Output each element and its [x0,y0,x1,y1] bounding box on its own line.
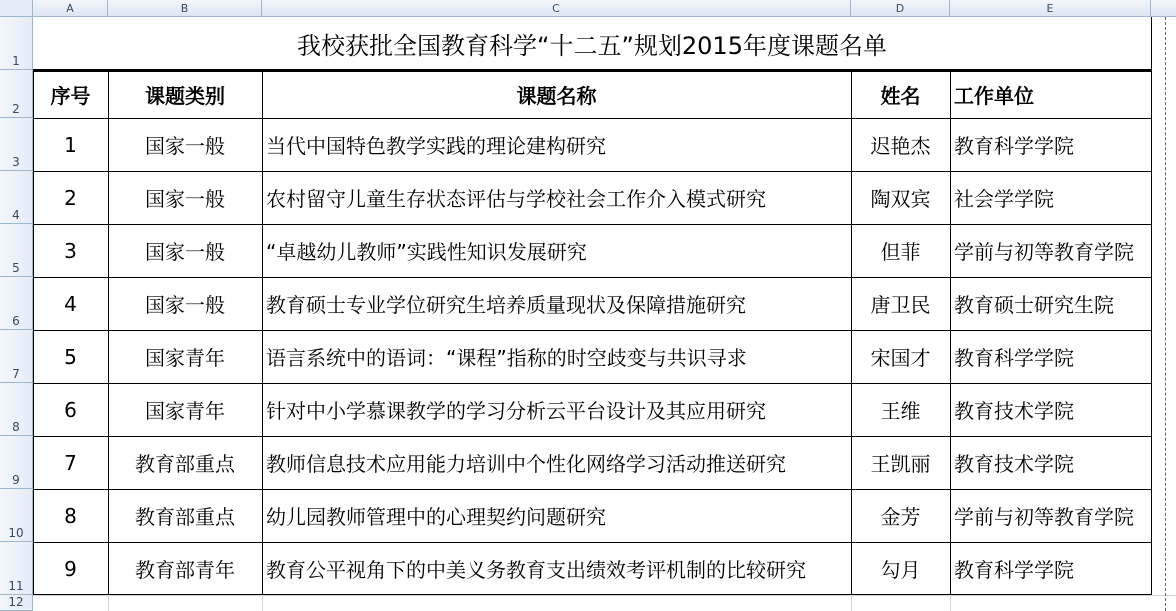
header-category[interactable]: 课题类别 [145,83,225,108]
row-header-7[interactable]: 7 [0,330,33,383]
cell-category[interactable]: 国家青年 [145,399,225,423]
cell-category[interactable]: 教育部青年 [135,558,235,582]
cell-category[interactable]: 教育部重点 [135,505,235,529]
column-header-d[interactable]: D [851,0,950,17]
cell-no[interactable]: 9 [64,556,77,581]
row-header-11[interactable]: 11 [0,542,33,595]
cell-category[interactable]: 国家青年 [145,346,225,370]
cell-no[interactable]: 7 [64,450,77,475]
cell-no[interactable]: 2 [64,185,77,210]
cell-person[interactable]: 金芳 [880,505,921,529]
cell-no[interactable]: 6 [64,397,77,422]
cell-project-name[interactable]: 教育公平视角下的中美义务教育支出绩效考评机制的比较研究 [266,558,806,582]
cell-project-name[interactable]: 教育硕士专业学位研究生培养质量现状及保障措施研究 [266,293,746,317]
cell-unit[interactable]: 教育技术学院 [954,452,1074,476]
row-header-12[interactable]: 12 [0,595,33,611]
row-header-4[interactable]: 4 [0,171,33,224]
page-break-line [1165,17,1166,611]
cell-unit[interactable]: 教育科学学院 [954,346,1074,370]
cell-category[interactable]: 国家一般 [145,240,225,264]
cell-no[interactable]: 4 [64,291,77,316]
cell-no[interactable]: 5 [64,344,77,369]
select-all-corner[interactable] [0,0,33,17]
cell-unit[interactable]: 教育科学学院 [954,558,1074,582]
cell-no[interactable]: 8 [64,503,77,528]
cell-project-name[interactable]: 语言系统中的语词：“课程”指称的时空歧变与共识寻求 [266,346,747,370]
cell-person[interactable]: 唐卫民 [870,293,931,317]
cell-person[interactable]: 王维 [880,399,921,423]
cell-category[interactable]: 国家一般 [145,187,225,211]
cell-category[interactable]: 教育部重点 [135,452,235,476]
cell-no[interactable]: 3 [64,238,77,263]
row-header-1[interactable]: 1 [0,17,33,70]
cell-unit[interactable]: 教育科学学院 [954,134,1074,158]
cell-category[interactable]: 国家一般 [145,134,225,158]
row-header-8[interactable]: 8 [0,383,33,436]
column-header-f[interactable] [1151,0,1176,17]
cell-project-name[interactable]: 针对中小学慕课教学的学习分析云平台设计及其应用研究 [266,399,766,423]
header-person[interactable]: 姓名 [880,83,921,108]
cell-no[interactable]: 1 [64,132,77,157]
row-header-6[interactable]: 6 [0,277,33,330]
cell-person[interactable]: 勾月 [880,558,921,582]
cell-project-name[interactable]: 幼儿园教师管理中的心理契约问题研究 [266,505,606,529]
cell-project-name[interactable]: 农村留守儿童生存状态评估与学校社会工作介入模式研究 [266,187,766,211]
cell-project-name[interactable]: “卓越幼儿教师”实践性知识发展研究 [266,240,587,264]
row-header-5[interactable]: 5 [0,224,33,277]
row-header-10[interactable]: 10 [0,489,33,542]
cell-unit[interactable]: 教育技术学院 [954,399,1074,423]
cell-project-name[interactable]: 教师信息技术应用能力培训中个性化网络学习活动推送研究 [266,452,786,476]
header-unit[interactable]: 工作单位 [954,83,1034,108]
cell-unit[interactable]: 学前与初等教育学院 [954,505,1134,529]
header-no[interactable]: 序号 [50,83,91,108]
cell-unit[interactable]: 社会学学院 [954,187,1054,211]
cell-category[interactable]: 国家一般 [145,293,225,317]
cell-person[interactable]: 宋国才 [870,346,931,370]
cell-unit[interactable]: 教育硕士研究生院 [954,293,1114,317]
column-header-a[interactable]: A [33,0,108,17]
cell-person[interactable]: 迟艳杰 [870,134,931,158]
row-header-9[interactable]: 9 [0,436,33,489]
row-header-3[interactable]: 3 [0,118,33,171]
cell-person[interactable]: 王凯丽 [870,452,931,476]
cell-project-name[interactable]: 当代中国特色教学实践的理论建构研究 [266,134,606,158]
sheet-title[interactable]: 我校获批全国教育科学“十二五”规划2015年度课题名单 [33,17,1151,70]
column-header-e[interactable]: E [950,0,1151,17]
column-header-c[interactable]: C [262,0,851,17]
cell-person[interactable]: 但菲 [880,240,921,264]
column-header-b[interactable]: B [108,0,262,17]
header-project-name[interactable]: 课题名称 [516,83,597,108]
cell-person[interactable]: 陶双宾 [870,187,931,211]
row-header-2[interactable]: 2 [0,70,33,118]
cell-unit[interactable]: 学前与初等教育学院 [954,240,1134,264]
